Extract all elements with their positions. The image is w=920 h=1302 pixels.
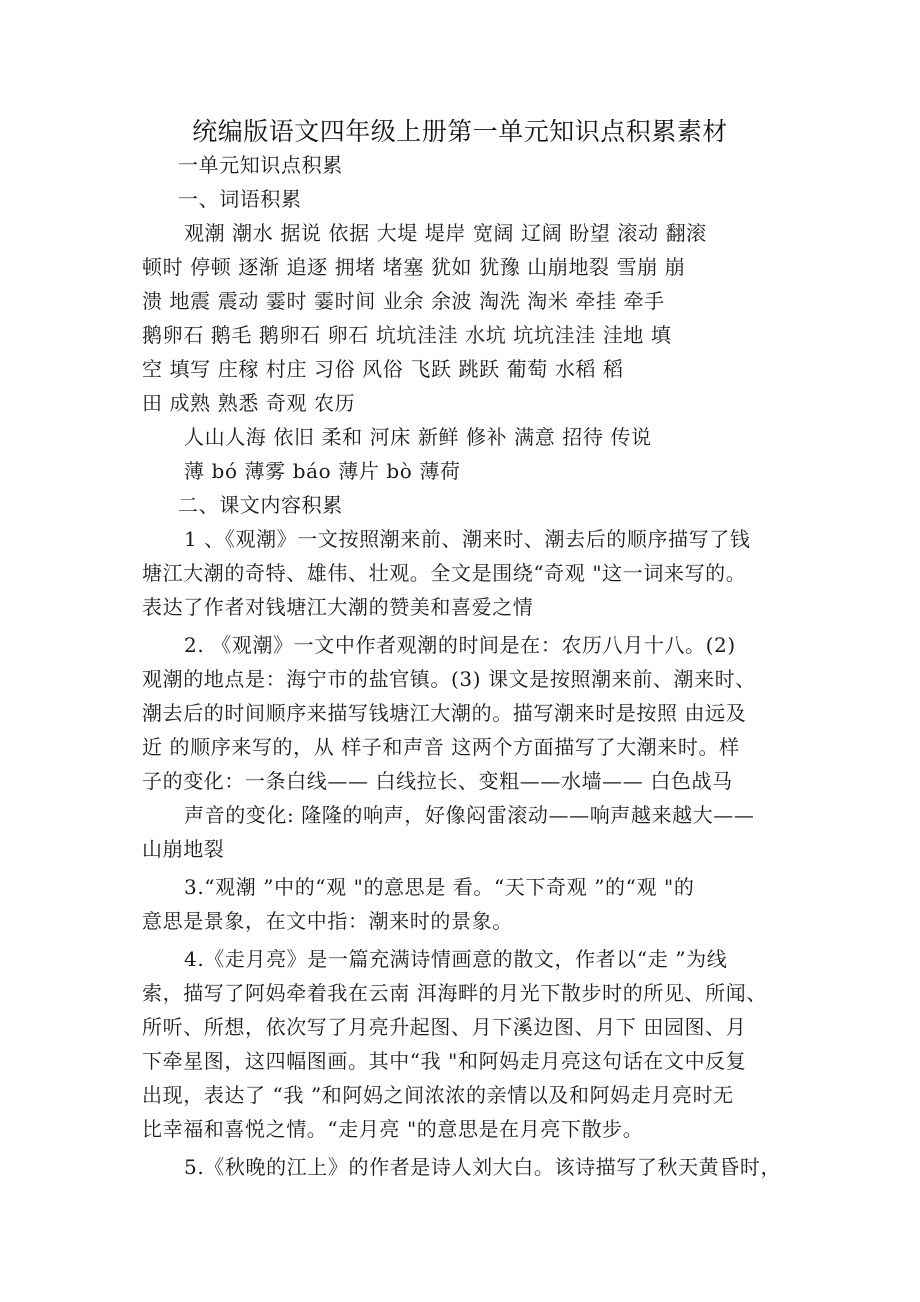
vocab-line: 观潮 潮水 据说 依据 大堤 堤岸 宽阔 辽阔 盼望 滚动 翻滚 bbox=[184, 221, 707, 245]
paragraph-line: 潮去后的时间顺序来描写钱塘江大潮的。描写潮来时是按照 由远及 bbox=[142, 701, 747, 725]
paragraph-line: 下牵星图，这四幅图画。其中“我 "和阿妈走月亮这句话在文中反复 bbox=[142, 1049, 747, 1073]
paragraph-line: 索，描写了阿妈牵着我在云南 洱海畔的月光下散步时的所见、所闻、 bbox=[142, 981, 767, 1005]
vocab-line: 溃 地震 震动 霎时 霎时间 业余 余波 淘洗 淘米 牵挂 牵手 bbox=[142, 289, 665, 313]
vocab-line: 顿时 停顿 逐渐 追逐 拥堵 堵塞 犹如 犹豫 山崩地裂 雪崩 崩 bbox=[142, 255, 686, 279]
vocab-line: 鹅卵石 鹅毛 鹅卵石 卵石 坑坑洼洼 水坑 坑坑洼洼 洼地 填 bbox=[142, 323, 672, 347]
paragraph-line: 比幸福和喜悦之情。“走月亮 "的意思是在月亮下散步。 bbox=[142, 1117, 644, 1141]
paragraph-line: 3.“观潮 ”中的“观 "的意思是 看。“天下奇观 ”的“观 "的 bbox=[184, 875, 695, 899]
paragraph-line: 所听、所想，依次写了月亮升起图、月下溪边图、月下 田园图、月 bbox=[142, 1015, 747, 1039]
paragraph-line: 2. 《观潮》一文中作者观潮的时间是在：农历八月十八。(2) bbox=[184, 633, 736, 657]
pronunciation-line: 薄 bó 薄雾 báo 薄片 bò 薄荷 bbox=[184, 459, 461, 483]
paragraph-line: 山崩地裂 bbox=[142, 837, 225, 861]
paragraph-line: 塘江大潮的奇特、雄伟、壮观。全文是围绕“奇观 "这一词来写的。 bbox=[142, 561, 747, 585]
paragraph-line: 5.《秋晚的江上》的作者是诗人刘大白。该诗描写了秋天黄昏时， bbox=[184, 1155, 782, 1179]
paragraph-line: 近 的顺序来写的，从 样子和声音 这两个方面描写了大潮来时。样 bbox=[142, 735, 740, 759]
paragraph-line: 1 、《观潮》一文按照潮来前、潮来时、潮去后的顺序描写了钱 bbox=[184, 527, 751, 551]
document-body bbox=[142, 148, 792, 1184]
subsection-heading: 二、课文内容积累 bbox=[178, 493, 343, 517]
paragraph-line: 出现，表达了 “我 ”和阿妈之间浓浓的亲情以及和阿妈走月亮时无 bbox=[142, 1083, 734, 1107]
vocab-line: 空 填写 庄稼 村庄 习俗 风俗 飞跃 跳跃 葡萄 水稻 稻 bbox=[142, 357, 624, 381]
paragraph-line: 表达了作者对钱塘江大潮的赞美和喜爱之情 bbox=[142, 595, 534, 619]
paragraph-line: 声音的变化: 隆隆的响声，好像闷雷滚动——响声越来越大—— bbox=[184, 803, 755, 827]
paragraph-line: 子的变化：一条白线—— 白线拉长、变粗——水墙—— 白色战马 bbox=[142, 769, 733, 793]
section-heading: 一单元知识点积累 bbox=[178, 153, 343, 177]
paragraph-line: 意思是景象，在文中指：潮来时的景象。 bbox=[142, 909, 513, 933]
paragraph-line: 观潮的地点是：海宁市的盐官镇。(3) 课文是按照潮来前、潮来时、 bbox=[142, 667, 756, 691]
vocab-line: 人山人海 依旧 柔和 河床 新鲜 修补 满意 招待 传说 bbox=[184, 425, 652, 449]
subsection-heading: 一、词语积累 bbox=[178, 187, 302, 211]
document-title: 统编版语文四年级上册第一单元知识点积累素材 bbox=[192, 117, 728, 146]
paragraph-line: 4.《走月亮》是一篇充满诗情画意的散文，作者以“走 ”为线 bbox=[184, 947, 728, 971]
vocab-line: 田 成熟 熟悉 奇观 农历 bbox=[142, 391, 356, 415]
